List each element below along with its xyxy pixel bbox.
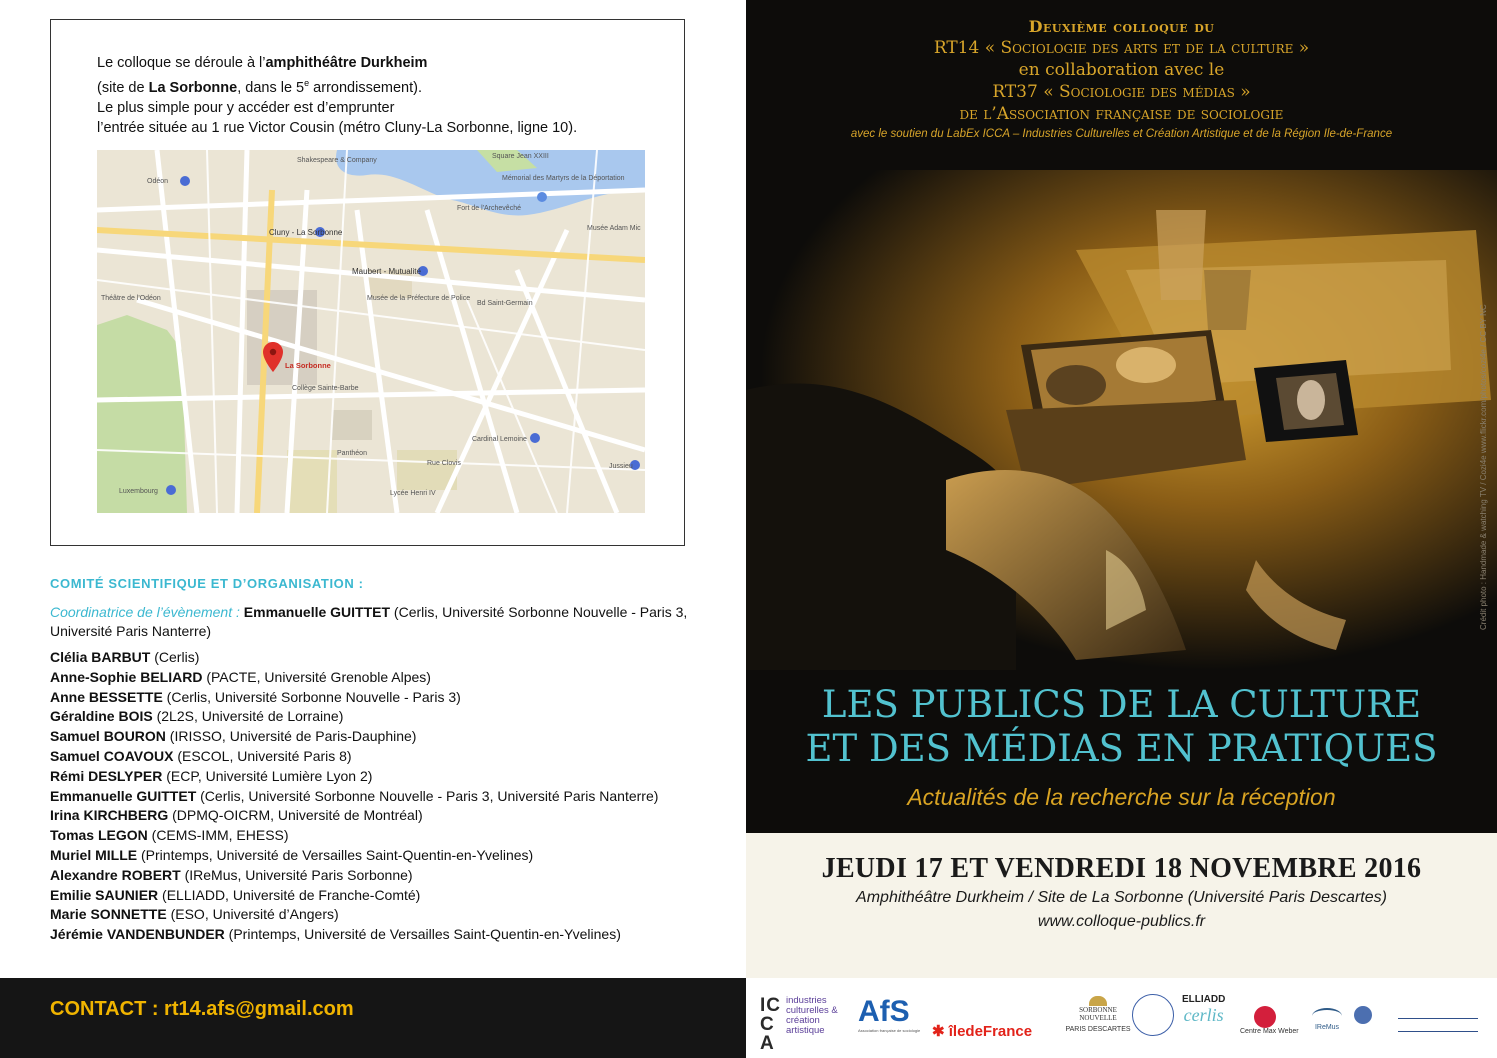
dates-band xyxy=(746,833,1497,978)
location-box xyxy=(50,19,685,546)
event-venue: Amphithéâtre Durkheim / Site de La Sorbonne (Université Paris Descartes) xyxy=(856,889,1387,906)
iremus-logo xyxy=(1312,1008,1342,1031)
member-name: Anne BESSETTE xyxy=(50,688,163,705)
member-affiliation: (DPMQ-OICRM, Université de Montréal) xyxy=(168,807,423,824)
superscript: e xyxy=(304,78,310,88)
member-affiliation: (ESCOL, Université Paris 8) xyxy=(173,747,352,764)
site-name: La Sorbonne xyxy=(148,79,238,96)
contact-bar xyxy=(0,978,746,1058)
nu-icon xyxy=(1254,1006,1276,1028)
member-affiliation: (Cerlis, Université Sorbonne Nouvelle - Paris 3, Université Paris Nanterre) xyxy=(196,787,659,804)
member-row xyxy=(50,846,710,866)
member-affiliation: (2L2S, Université de Lorraine) xyxy=(152,708,344,725)
header-line-4: RT37 « Sociologie des médias » xyxy=(992,82,1251,102)
cerlis-text: cerlis xyxy=(1183,1005,1224,1025)
member-name: Clélia BARBUT xyxy=(50,649,151,665)
member-affiliation: (Cerlis) xyxy=(150,649,200,665)
map-label-square: Square Jean XXIII xyxy=(492,153,549,160)
member-name: Emilie SAUNIER xyxy=(50,886,159,903)
map-label-luxembourg: Luxembourg xyxy=(119,488,158,495)
poster-subtitle: Actualités de la recherche sur la réception xyxy=(907,784,1336,810)
coordinator-affiliation: (Cerlis, Université Sorbonne Nouvelle - Paris 3, Université Paris Nanterre) xyxy=(50,604,688,639)
member-affiliation: (IRISSO, Université de Paris-Dauphine) xyxy=(165,728,417,745)
map-label-memorial: Mémorial des Martyrs de la Déportation xyxy=(502,175,625,182)
idf-star-icon: ✱ xyxy=(932,1023,945,1040)
poster-photo xyxy=(746,170,1497,670)
location-line-3: Le plus simple pour y accéder est d’emprunter xyxy=(97,99,395,116)
icca-text-line: industries xyxy=(786,995,827,1006)
poster xyxy=(746,0,1497,1058)
afs-logo xyxy=(858,996,928,1033)
maxweber-logo xyxy=(1240,1006,1299,1035)
location-line-4: l’entrée située au 1 rue Victor Cousin (métro Cluny-La Sorbonne, ligne 10). xyxy=(97,119,578,136)
location-text xyxy=(97,53,677,138)
location-line-1: Le colloque se déroule à l’ xyxy=(97,55,266,71)
map-label-theatre: Théâtre de l'Odéon xyxy=(101,295,161,302)
member-affiliation: (CEMS-IMM, EHESS) xyxy=(147,827,289,844)
title-line-2: ET DES MÉDIAS EN PRATIQUES xyxy=(805,727,1438,770)
university-logo xyxy=(1398,1018,1478,1032)
member-name: Samuel COAVOUX xyxy=(50,747,174,764)
map-graphic xyxy=(97,150,645,513)
member-affiliation: (Printemps, Université de Versailles Saint-Quentin-en-Yvelines) xyxy=(224,926,621,943)
member-row xyxy=(50,767,710,787)
map-label-musee-adam: Musée Adam Mic xyxy=(587,225,641,232)
coordinator-label: Coordinatrice de l’évènement : xyxy=(50,604,240,620)
idf-text: îledeFrance xyxy=(948,1023,1033,1040)
left-panel xyxy=(0,0,746,1058)
member-name: Emmanuelle GUITTET xyxy=(50,787,197,804)
member-row xyxy=(50,905,710,925)
map-label-cardinal: Cardinal Lemoine xyxy=(472,436,527,443)
member-row xyxy=(50,787,710,807)
map-label-sorbonne: La Sorbonne xyxy=(285,361,331,370)
map-label-odeon: Odéon xyxy=(147,178,169,185)
member-name: Jérémie VANDENBUNDER xyxy=(50,926,225,943)
member-row xyxy=(50,668,710,688)
member-affiliation: (PACTE, Université Grenoble Alpes) xyxy=(202,668,431,685)
title-line-1: LES PUBLICS DE LA CULTURE xyxy=(821,683,1422,726)
member-name: Marie SONNETTE xyxy=(50,906,167,923)
committee-section xyxy=(50,576,710,945)
photo-credit-text: Crédit photo : Handmade & watching TV / Cozi4e www.flickr.com/photos/cozi4e / CC BY NC xyxy=(1479,304,1488,630)
map-label-lycee: Lycée Henri IV xyxy=(390,490,436,497)
photo-credit xyxy=(1473,290,1497,630)
member-row xyxy=(50,707,710,727)
member-list xyxy=(50,648,710,945)
sorbonne-nouvelle-logo xyxy=(1062,996,1134,1033)
icca-text-line: création xyxy=(786,1015,820,1026)
contact-email[interactable]: CONTACT : rt14.afs@gmail.com xyxy=(50,998,354,1020)
icca-text xyxy=(786,996,838,1036)
member-name: Rémi DESLYPER xyxy=(50,767,163,784)
map-label-fort: Fort de l'Archevêché xyxy=(457,205,521,212)
location-line-2c: , dans le 5 xyxy=(237,79,305,96)
map-label-maubert: Maubert - Mutualité xyxy=(352,267,421,276)
poster-top xyxy=(746,0,1497,833)
member-row xyxy=(50,727,710,747)
committee-title: COMITÉ SCIENTIFIQUE ET D’ORGANISATION : xyxy=(50,576,364,591)
iremus-icon xyxy=(1312,1008,1342,1024)
member-affiliation: (ESO, Université d’Angers) xyxy=(166,906,339,923)
member-affiliation: (ELLIADD, Université de Franche-Comté) xyxy=(158,886,421,903)
member-name: Tomas LEGON xyxy=(50,827,148,844)
coordinator xyxy=(50,603,710,641)
event-website[interactable]: www.colloque-publics.fr xyxy=(1037,913,1206,930)
map-label-jussieu: Jussieu xyxy=(609,463,633,470)
member-affiliation: (ECP, Université Lumière Lyon 2) xyxy=(162,767,373,784)
icca-text-line: culturelles & xyxy=(786,1005,838,1016)
member-name: Anne-Sophie BELIARD xyxy=(50,668,203,685)
map-label-rue-clovis: Rue Clovis xyxy=(427,460,461,467)
map-label-shakespeare: Shakespeare & Company xyxy=(297,157,377,164)
map-label-bd-st-germain: Bd Saint-Germain xyxy=(477,300,533,307)
member-row xyxy=(50,648,710,668)
paris-descartes-text: PARIS DESCARTES xyxy=(1065,1026,1131,1033)
map-label-cluny: Cluny - La Sorbonne xyxy=(269,228,343,237)
member-row xyxy=(50,886,710,906)
member-name: Samuel BOURON xyxy=(50,728,166,745)
seal-logo xyxy=(1132,994,1174,1036)
member-row xyxy=(50,688,710,708)
map-label-pantheon: Panthéon xyxy=(337,450,367,457)
icca-mark: IC CA xyxy=(760,995,781,1054)
header-line-2: RT14 « Sociologie des arts et de la culture » xyxy=(933,38,1310,58)
idf-logo xyxy=(932,1022,1032,1040)
member-row xyxy=(50,747,710,767)
member-row xyxy=(50,806,710,826)
event-dates: JEUDI 17 ET VENDREDI 18 NOVEMBRE 2016 xyxy=(821,853,1422,884)
member-affiliation: (IReMus, Université Paris Sorbonne) xyxy=(180,866,413,883)
member-row xyxy=(50,826,710,846)
member-name: Géraldine BOIS xyxy=(50,708,153,725)
member-name: Irina KIRCHBERG xyxy=(50,807,169,824)
oicrm-logo xyxy=(1354,1006,1372,1024)
location-line-2d: arrondissement). xyxy=(309,79,422,96)
member-row xyxy=(50,925,710,945)
poster-header xyxy=(746,16,1497,143)
icca-text-line: artistique xyxy=(786,1025,825,1036)
header-line-1: Deuxième colloque du xyxy=(1028,17,1215,36)
crown-icon xyxy=(1089,996,1107,1006)
map-label-college: Collège Sainte-Barbe xyxy=(292,385,359,392)
header-line-6: avec le soutien du LabEx ICCA – Industries Culturelles et Création Artistique et de la Région Ile-de-France xyxy=(850,128,1393,140)
map[interactable] xyxy=(97,150,645,513)
member-name: Alexandre ROBERT xyxy=(50,866,181,883)
elliadd-logo xyxy=(1182,994,1225,1026)
afs-mark: AfS xyxy=(858,995,910,1028)
location-line-2a: (site de xyxy=(97,79,149,96)
venue-name: amphithéâtre Durkheim xyxy=(265,55,428,71)
member-name: Muriel MILLE xyxy=(50,846,138,863)
map-label-prefecture: Musée de la Préfecture de Police xyxy=(367,295,471,302)
elliadd-text: ELLIADD xyxy=(1182,994,1226,1005)
sorbonne-nouvelle-text: SORBONNE NOUVELLE xyxy=(1079,1006,1117,1022)
member-affiliation: (Cerlis, Université Sorbonne Nouvelle - Paris 3) xyxy=(162,688,461,705)
header-line-5: de l’Association française de sociologie xyxy=(959,104,1284,124)
member-row xyxy=(50,866,710,886)
poster-title xyxy=(746,683,1497,771)
iremus-text: IReMus xyxy=(1314,1024,1340,1031)
maxweber-text: Centre Max Weber xyxy=(1240,1028,1299,1035)
afs-caption: Association française de sociologie xyxy=(858,1028,921,1033)
coordinator-name: Emmanuelle GUITTET xyxy=(243,604,391,620)
sponsor-logos xyxy=(746,978,1497,1058)
member-affiliation: (Printemps, Université de Versailles Saint-Quentin-en-Yvelines) xyxy=(137,846,534,863)
header-line-3: en collaboration avec le xyxy=(1018,60,1225,80)
